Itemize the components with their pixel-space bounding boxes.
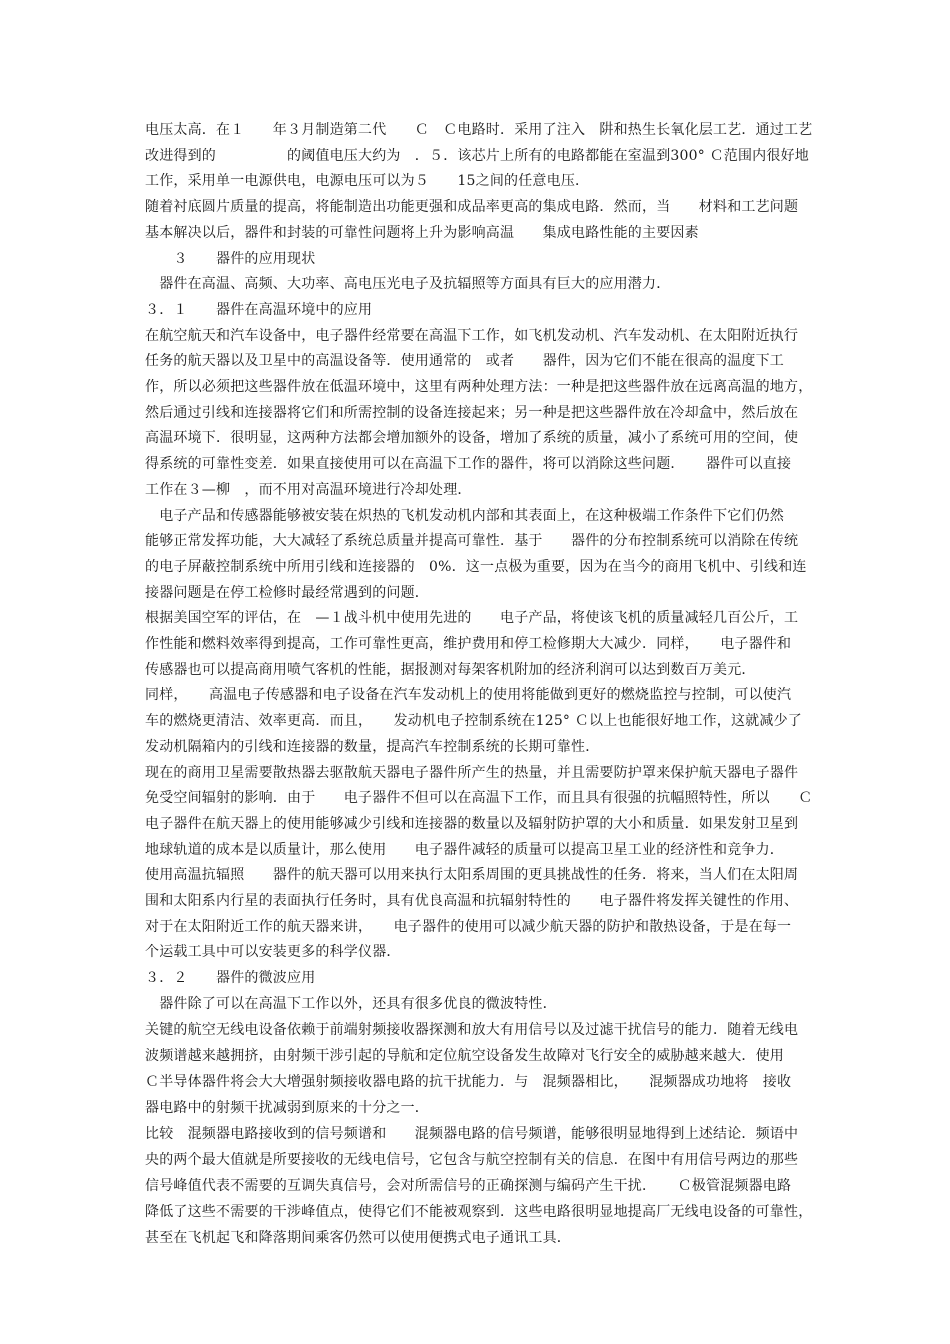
text-line: 工作在３—柳 ，而不用对高温环境进行冷却处理．	[145, 481, 472, 498]
text-line: 信号峰值代表不需要的互调失真信号，会对所需信号的正确探测与编码产生干扰． Ｃ极管混频器电路	[145, 1178, 792, 1195]
text-line: Ｃ半导体器件将会大大增强射频接收器电路的抗干扰能力．与 混频器相比， 混频器成功地将 接收	[145, 1074, 792, 1091]
subsection-heading-3-2: ３．２ 器件的微波应用	[145, 970, 316, 987]
text-line: 任务的航天器以及卫星中的高温设备等．使用通常的 或者 器件，因为它们不能在很高的温度下工	[145, 353, 784, 370]
text-line: 随着衬底圆片质量的提高，将能制造出功能更强和成品率更高的集成电路．然而，当 材料和工艺问题	[145, 199, 799, 216]
text-line: 能够正常发挥功能，大大减轻了系统总质量并提高可靠性．基于 器件的分布控制系统可以消除在传统	[145, 533, 799, 550]
text-line: 电子器件在航天器上的使用能够减少引线和连接器的数量以及辐射防护罩的大小和质量．如果发射卫星到	[145, 815, 799, 832]
text-line: 工作，采用单一电源供电，电源电压可以为５ 15之间的任意电压．	[145, 173, 590, 190]
text-line: 同样， 高温电子传感器和电子设备在汽车发动机上的使用将能做到更好的燃烧监控与控制，可以使汽	[145, 687, 792, 704]
text-line: 高温环境下．很明显，这两种方法都会增加额外的设备，增加了系统的质量，减小了系统可用的空间，使	[145, 430, 799, 447]
text-line: 免受空间辐射的影响．由于 电子器件不但可以在高温下工作，而且具有很强的抗幅照特性，所以 Ｃ	[145, 790, 813, 807]
text-line: 现在的商用卫星需要散热器去驱散航天器电子器件所产生的热量，并且需要防护罩来保护航天器电子器件	[145, 764, 799, 781]
text-line: 改进得到的 的阈值电压大约为 ．５．该芯片上所有的电路都能在室温到300° Ｃ范围内很好地	[145, 147, 809, 164]
text-line: 电压太高．在１ 年３月制造第二代 Ｃ Ｃ电路时．采用了注入 阱和热生长氧化层工艺．通过工艺	[145, 122, 813, 138]
text-line: 器件除了可以在高温下工作以外，还具有很多优良的微波特性．	[145, 996, 557, 1013]
text-line: 作性能和燃料效率得到提高，工作可靠性更高，维护费用和停工检修期大大减少．同样， 电子器件和	[145, 636, 792, 652]
text-line: 然后通过引线和连接器将它们和所需控制的设备连接起来；另一种是把这些器件放在冷却盒中，然后放在	[145, 404, 799, 421]
text-line: 接器问题是在停工检修时最经常遇到的问题．	[145, 584, 429, 601]
text-line: 车的燃烧更清洁、效率更高．而且， 发动机电子控制系统在125° Ｃ以上也能很好地工作，这就减少了	[145, 713, 802, 730]
text-line: 器件在高温、高频、大功率、高电压光电子及抗辐照等方面具有巨大的应用潜力．	[145, 276, 671, 293]
text-line: 使用高温抗辐照 器件的航天器可以用来执行太阳系周围的更具挑战性的任务．将来，当人们在太阳周	[145, 867, 799, 884]
text-line: 作，所以必须把这些器件放在低温环境中，这里有两种处理方法：一种是把这些器件放在远离高温的地方，	[145, 379, 813, 395]
text-line: 对于在太阳附近工作的航天器来讲， 电子器件的使用可以减少航天器的防护和散热设备，于是在每一	[145, 918, 792, 935]
text-line: 个运载工具中可以安装更多的科学仪器．	[145, 944, 401, 961]
text-line: 发动机隔箱内的引线和连接器的数量，提高汽车控制系统的长期可靠性．	[145, 738, 600, 755]
text-line: 器电路中的射频干扰减弱到原来的十分之一．	[145, 1100, 429, 1117]
text-line: 基本解决以后，器件和封装的可靠性问题将上升为影响高温 集成电路性能的主要因素	[145, 224, 699, 241]
text-line: 降低了这些不需要的干涉峰值点，使得它们不能被观察到．这些电路很明显地提高厂无线电设备的可靠性，	[145, 1204, 813, 1221]
text-line: 围和太阳系内行星的表面执行任务时，具有优良高温和抗辐射特性的 电子器件将发挥关键性的作用、	[145, 893, 799, 909]
text-line: 甚至在飞机起飞和降落期间乘客仍然可以使用便携式电子通讯工具．	[145, 1230, 571, 1247]
text-line: 地球轨道的成本是以质量计，那么使用 电子器件减轻的质量可以提高卫星工业的经济性和竞争力．	[145, 841, 784, 858]
text-line: 电子产品和传感器能够被安装在炽热的飞机发动机内部和其表面上，在这种极端工作条件下它们仍然	[145, 507, 784, 524]
text-line: 比较 混频器电路接收到的信号频谱和 混频器电路的信号频谱，能够很明显地得到上述结论．频语中	[145, 1126, 799, 1143]
text-line: 波频谱越来越拥挤，由射频干涉引起的导航和定位航空设备发生故障对飞行安全的威胁越来越大．使用	[145, 1048, 784, 1065]
subsection-heading-3-1: ３．１ 器件在高温环境中的应用	[145, 301, 373, 318]
text-line: 关键的航空无线电设备依赖于前端射频接收器探测和放大有用信号以及过滤干扰信号的能力．随着无线电	[145, 1022, 799, 1039]
text-line: 在航空航天和汽车设备中，电子器件经常要在高温下工作，如飞机发动机、汽车发动机、在太阳附近执行	[145, 327, 799, 344]
section-heading-3: ３ 器件的应用现状	[145, 250, 316, 267]
text-line: 根据美国空军的评估，在 —１战斗机中使用先进的 电子产品，将使该飞机的质量减轻几百公斤，工	[145, 610, 799, 627]
text-line: 得系统的可靠性变差．如果直接使用可以在高温下工作的器件，将可以消除这些问题． 器件可以直接	[145, 456, 792, 473]
text-line: 央的两个最大值就是所要接收的无线电信号，它包含与航空控制有关的信息．在图中有用信号两边的那些	[145, 1152, 799, 1169]
text-line: 的电子屏蔽控制系统中所用引线和连接器的 0%．这一点极为重要，因为在当今的商用飞机中、引线和连	[145, 558, 807, 575]
text-line: 传感器也可以提高商用喷气客机的性能，据报测对每架客机附加的经济利润可以达到数百万美元．	[145, 661, 756, 678]
